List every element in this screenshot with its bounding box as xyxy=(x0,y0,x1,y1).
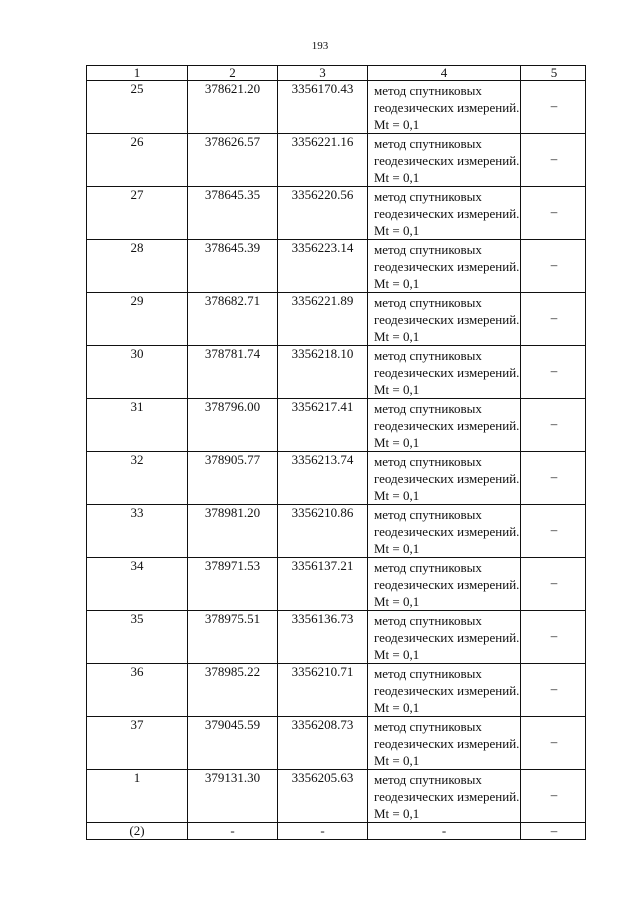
x-coordinate-cell: 378985.22 xyxy=(188,664,278,716)
note-cell xyxy=(521,134,587,186)
table-row xyxy=(86,187,586,240)
note-cell xyxy=(521,770,587,822)
point-number-cell: 37 xyxy=(87,717,188,769)
method-cell: метод спутниковых геодезических измерений. Mt = 0,1 xyxy=(368,81,521,133)
y-coordinate-cell: - xyxy=(278,823,368,839)
point-number-cell: 35 xyxy=(87,611,188,663)
x-coordinate-cell: 378621.20 xyxy=(188,81,278,133)
y-coordinate-cell: 3356170.43 xyxy=(278,81,368,133)
note-cell xyxy=(521,346,587,398)
table-row xyxy=(86,346,586,399)
note-dash: – xyxy=(550,363,558,378)
table-row xyxy=(86,717,586,770)
table-body xyxy=(86,81,586,840)
note-cell xyxy=(521,240,587,292)
note-dash: – xyxy=(550,204,558,219)
note-dash: – xyxy=(550,823,558,838)
method-cell: метод спутниковых геодезических измерений. Mt = 0,1 xyxy=(368,505,521,557)
table-row xyxy=(86,505,586,558)
table-row xyxy=(86,293,586,346)
point-number-cell: 27 xyxy=(87,187,188,239)
y-coordinate-cell: 3356223.14 xyxy=(278,240,368,292)
table-row xyxy=(86,558,586,611)
note-cell xyxy=(521,81,587,133)
note-dash: – xyxy=(550,734,558,749)
note-dash: – xyxy=(550,416,558,431)
note-dash: – xyxy=(550,98,558,113)
x-coordinate-cell: 378971.53 xyxy=(188,558,278,610)
note-dash: – xyxy=(550,681,558,696)
method-cell: метод спутниковых геодезических измерений. Mt = 0,1 xyxy=(368,611,521,663)
table-row xyxy=(86,81,586,134)
x-coordinate-cell: 379131.30 xyxy=(188,770,278,822)
column-header-2: 2 xyxy=(188,66,278,80)
point-number-cell: 29 xyxy=(87,293,188,345)
x-coordinate-cell: 378645.35 xyxy=(188,187,278,239)
x-coordinate-cell: 378975.51 xyxy=(188,611,278,663)
method-cell: метод спутниковых геодезических измерений. Mt = 0,1 xyxy=(368,770,521,822)
note-cell xyxy=(521,717,587,769)
coordinates-table xyxy=(86,65,586,840)
y-coordinate-cell: 3356210.86 xyxy=(278,505,368,557)
y-coordinate-cell: 3356137.21 xyxy=(278,558,368,610)
point-number-cell: 32 xyxy=(87,452,188,504)
y-coordinate-cell: 3356208.73 xyxy=(278,717,368,769)
x-coordinate-cell: 378781.74 xyxy=(188,346,278,398)
method-cell: метод спутниковых геодезических измерений. Mt = 0,1 xyxy=(368,717,521,769)
note-dash: – xyxy=(550,628,558,643)
note-cell xyxy=(521,823,587,839)
column-header-4: 4 xyxy=(368,66,521,80)
method-cell: метод спутниковых геодезических измерений. Mt = 0,1 xyxy=(368,346,521,398)
note-dash: – xyxy=(550,469,558,484)
note-dash: – xyxy=(550,787,558,802)
note-cell xyxy=(521,558,587,610)
y-coordinate-cell: 3356221.89 xyxy=(278,293,368,345)
method-cell: метод спутниковых геодезических измерений. Mt = 0,1 xyxy=(368,452,521,504)
x-coordinate-cell: 378905.77 xyxy=(188,452,278,504)
note-cell xyxy=(521,505,587,557)
note-cell xyxy=(521,664,587,716)
method-cell: метод спутниковых геодезических измерений. Mt = 0,1 xyxy=(368,558,521,610)
page-number: 193 xyxy=(311,40,329,52)
x-coordinate-cell: - xyxy=(188,823,278,839)
column-header-3: 3 xyxy=(278,66,368,80)
table-header-row xyxy=(86,65,586,81)
y-coordinate-cell: 3356217.41 xyxy=(278,399,368,451)
point-number-cell: (2) xyxy=(87,823,188,839)
point-number-cell: 26 xyxy=(87,134,188,186)
table-row xyxy=(86,770,586,823)
x-coordinate-cell: 378645.39 xyxy=(188,240,278,292)
note-dash: – xyxy=(550,151,558,166)
point-number-cell: 33 xyxy=(87,505,188,557)
table-row xyxy=(86,452,586,505)
note-cell xyxy=(521,611,587,663)
note-cell xyxy=(521,293,587,345)
table-row xyxy=(86,240,586,293)
method-cell: метод спутниковых геодезических измерений. Mt = 0,1 xyxy=(368,664,521,716)
point-number-cell: 34 xyxy=(87,558,188,610)
note-cell xyxy=(521,452,587,504)
note-dash: – xyxy=(550,575,558,590)
method-cell: - xyxy=(368,823,521,839)
table-row xyxy=(86,664,586,717)
table-row xyxy=(86,611,586,664)
x-coordinate-cell: 378981.20 xyxy=(188,505,278,557)
note-dash: – xyxy=(550,310,558,325)
method-cell: метод спутниковых геодезических измерений. Mt = 0,1 xyxy=(368,240,521,292)
y-coordinate-cell: 3356136.73 xyxy=(278,611,368,663)
x-coordinate-cell: 378682.71 xyxy=(188,293,278,345)
y-coordinate-cell: 3356220.56 xyxy=(278,187,368,239)
table-row xyxy=(86,134,586,187)
y-coordinate-cell: 3356205.63 xyxy=(278,770,368,822)
y-coordinate-cell: 3356210.71 xyxy=(278,664,368,716)
note-cell xyxy=(521,399,587,451)
point-number-cell: 1 xyxy=(87,770,188,822)
point-number-cell: 31 xyxy=(87,399,188,451)
x-coordinate-cell: 378796.00 xyxy=(188,399,278,451)
note-cell xyxy=(521,187,587,239)
x-coordinate-cell: 378626.57 xyxy=(188,134,278,186)
y-coordinate-cell: 3356218.10 xyxy=(278,346,368,398)
y-coordinate-cell: 3356213.74 xyxy=(278,452,368,504)
column-header-1: 1 xyxy=(87,66,188,80)
note-dash: – xyxy=(550,257,558,272)
y-coordinate-cell: 3356221.16 xyxy=(278,134,368,186)
point-number-cell: 30 xyxy=(87,346,188,398)
point-number-cell: 28 xyxy=(87,240,188,292)
table-row xyxy=(86,399,586,452)
x-coordinate-cell: 379045.59 xyxy=(188,717,278,769)
table-row xyxy=(86,823,586,840)
note-dash: – xyxy=(550,522,558,537)
point-number-cell: 25 xyxy=(87,81,188,133)
method-cell: метод спутниковых геодезических измерений. Mt = 0,1 xyxy=(368,187,521,239)
point-number-cell: 36 xyxy=(87,664,188,716)
method-cell: метод спутниковых геодезических измерений. Mt = 0,1 xyxy=(368,399,521,451)
method-cell: метод спутниковых геодезических измерений. Mt = 0,1 xyxy=(368,134,521,186)
method-cell: метод спутниковых геодезических измерений. Mt = 0,1 xyxy=(368,293,521,345)
column-header-5: 5 xyxy=(550,65,558,80)
